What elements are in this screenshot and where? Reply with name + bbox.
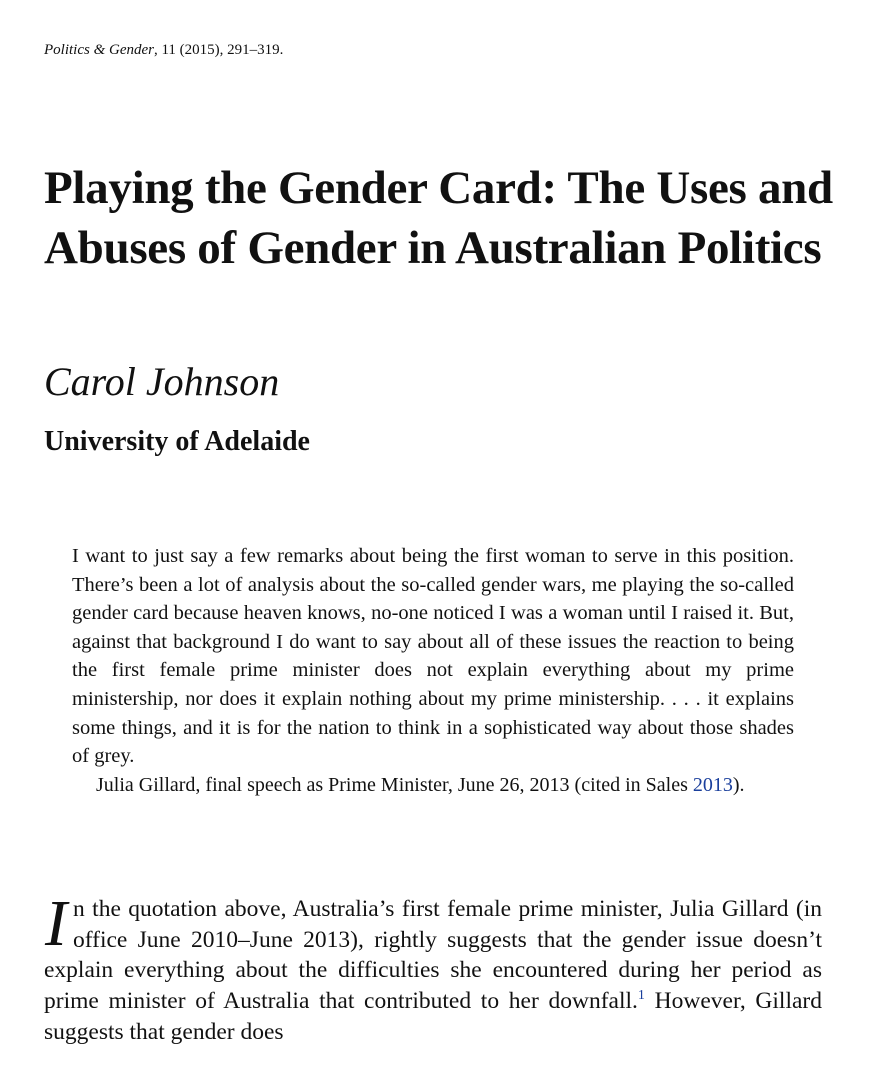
epigraph-quote-block: [72, 542, 794, 799]
footnote-link-1[interactable]: 1: [637, 988, 645, 1004]
journal-citation: [44, 42, 283, 59]
journal-name: Politics & Gender: [44, 42, 154, 58]
intro-paragraph: [44, 887, 822, 1048]
author-affiliation: University of Adelaide: [44, 426, 310, 457]
author-name: Carol Johnson: [44, 359, 280, 404]
paragraph-text-part2: However, Gillard suggests that gender does: [44, 988, 822, 1045]
journal-volume-pages: , 11 (2015), 291–319.: [153, 42, 284, 58]
epigraph-text: I want to just say a few remarks about being the first woman to serve in this position. There’s been a lot of analysis about the so-called gender wars, me playing the so-called gender card because heaven knows, no-one noticed I was a woman until I raised it. But, against that background I do want to say about all of these issues the reaction to being the first female prime minister does not explain everything about my prime ministership, nor does it explain nothing about my prime ministership. . . . it explains some things, and it is for the nation to think in a sophisticated way about those shades of grey.: [72, 545, 794, 768]
drop-cap-letter: I: [45, 887, 67, 960]
attribution-closing: ).: [732, 773, 745, 796]
citation-link-sales-2013[interactable]: 2013: [692, 773, 733, 796]
body-text: [44, 887, 822, 1048]
attribution-text: Julia Gillard, final speech as Prime Minister, June 26, 2013 (cited in Sales: [96, 773, 693, 796]
article-title: Playing the Gender Card: The Uses and Abuses of Gender in Australian Politics: [44, 162, 833, 274]
epigraph-attribution: [72, 771, 794, 800]
paragraph-text-part1: n the quotation above, Australia’s first female prime minister, Julia Gillard (in office June 2010–June 2013), rightly suggests that the gender issue doesn’t explain everything about the difficulties she encountered during her period as prime minister of Australia that contributed to her downfall.: [44, 896, 822, 1015]
